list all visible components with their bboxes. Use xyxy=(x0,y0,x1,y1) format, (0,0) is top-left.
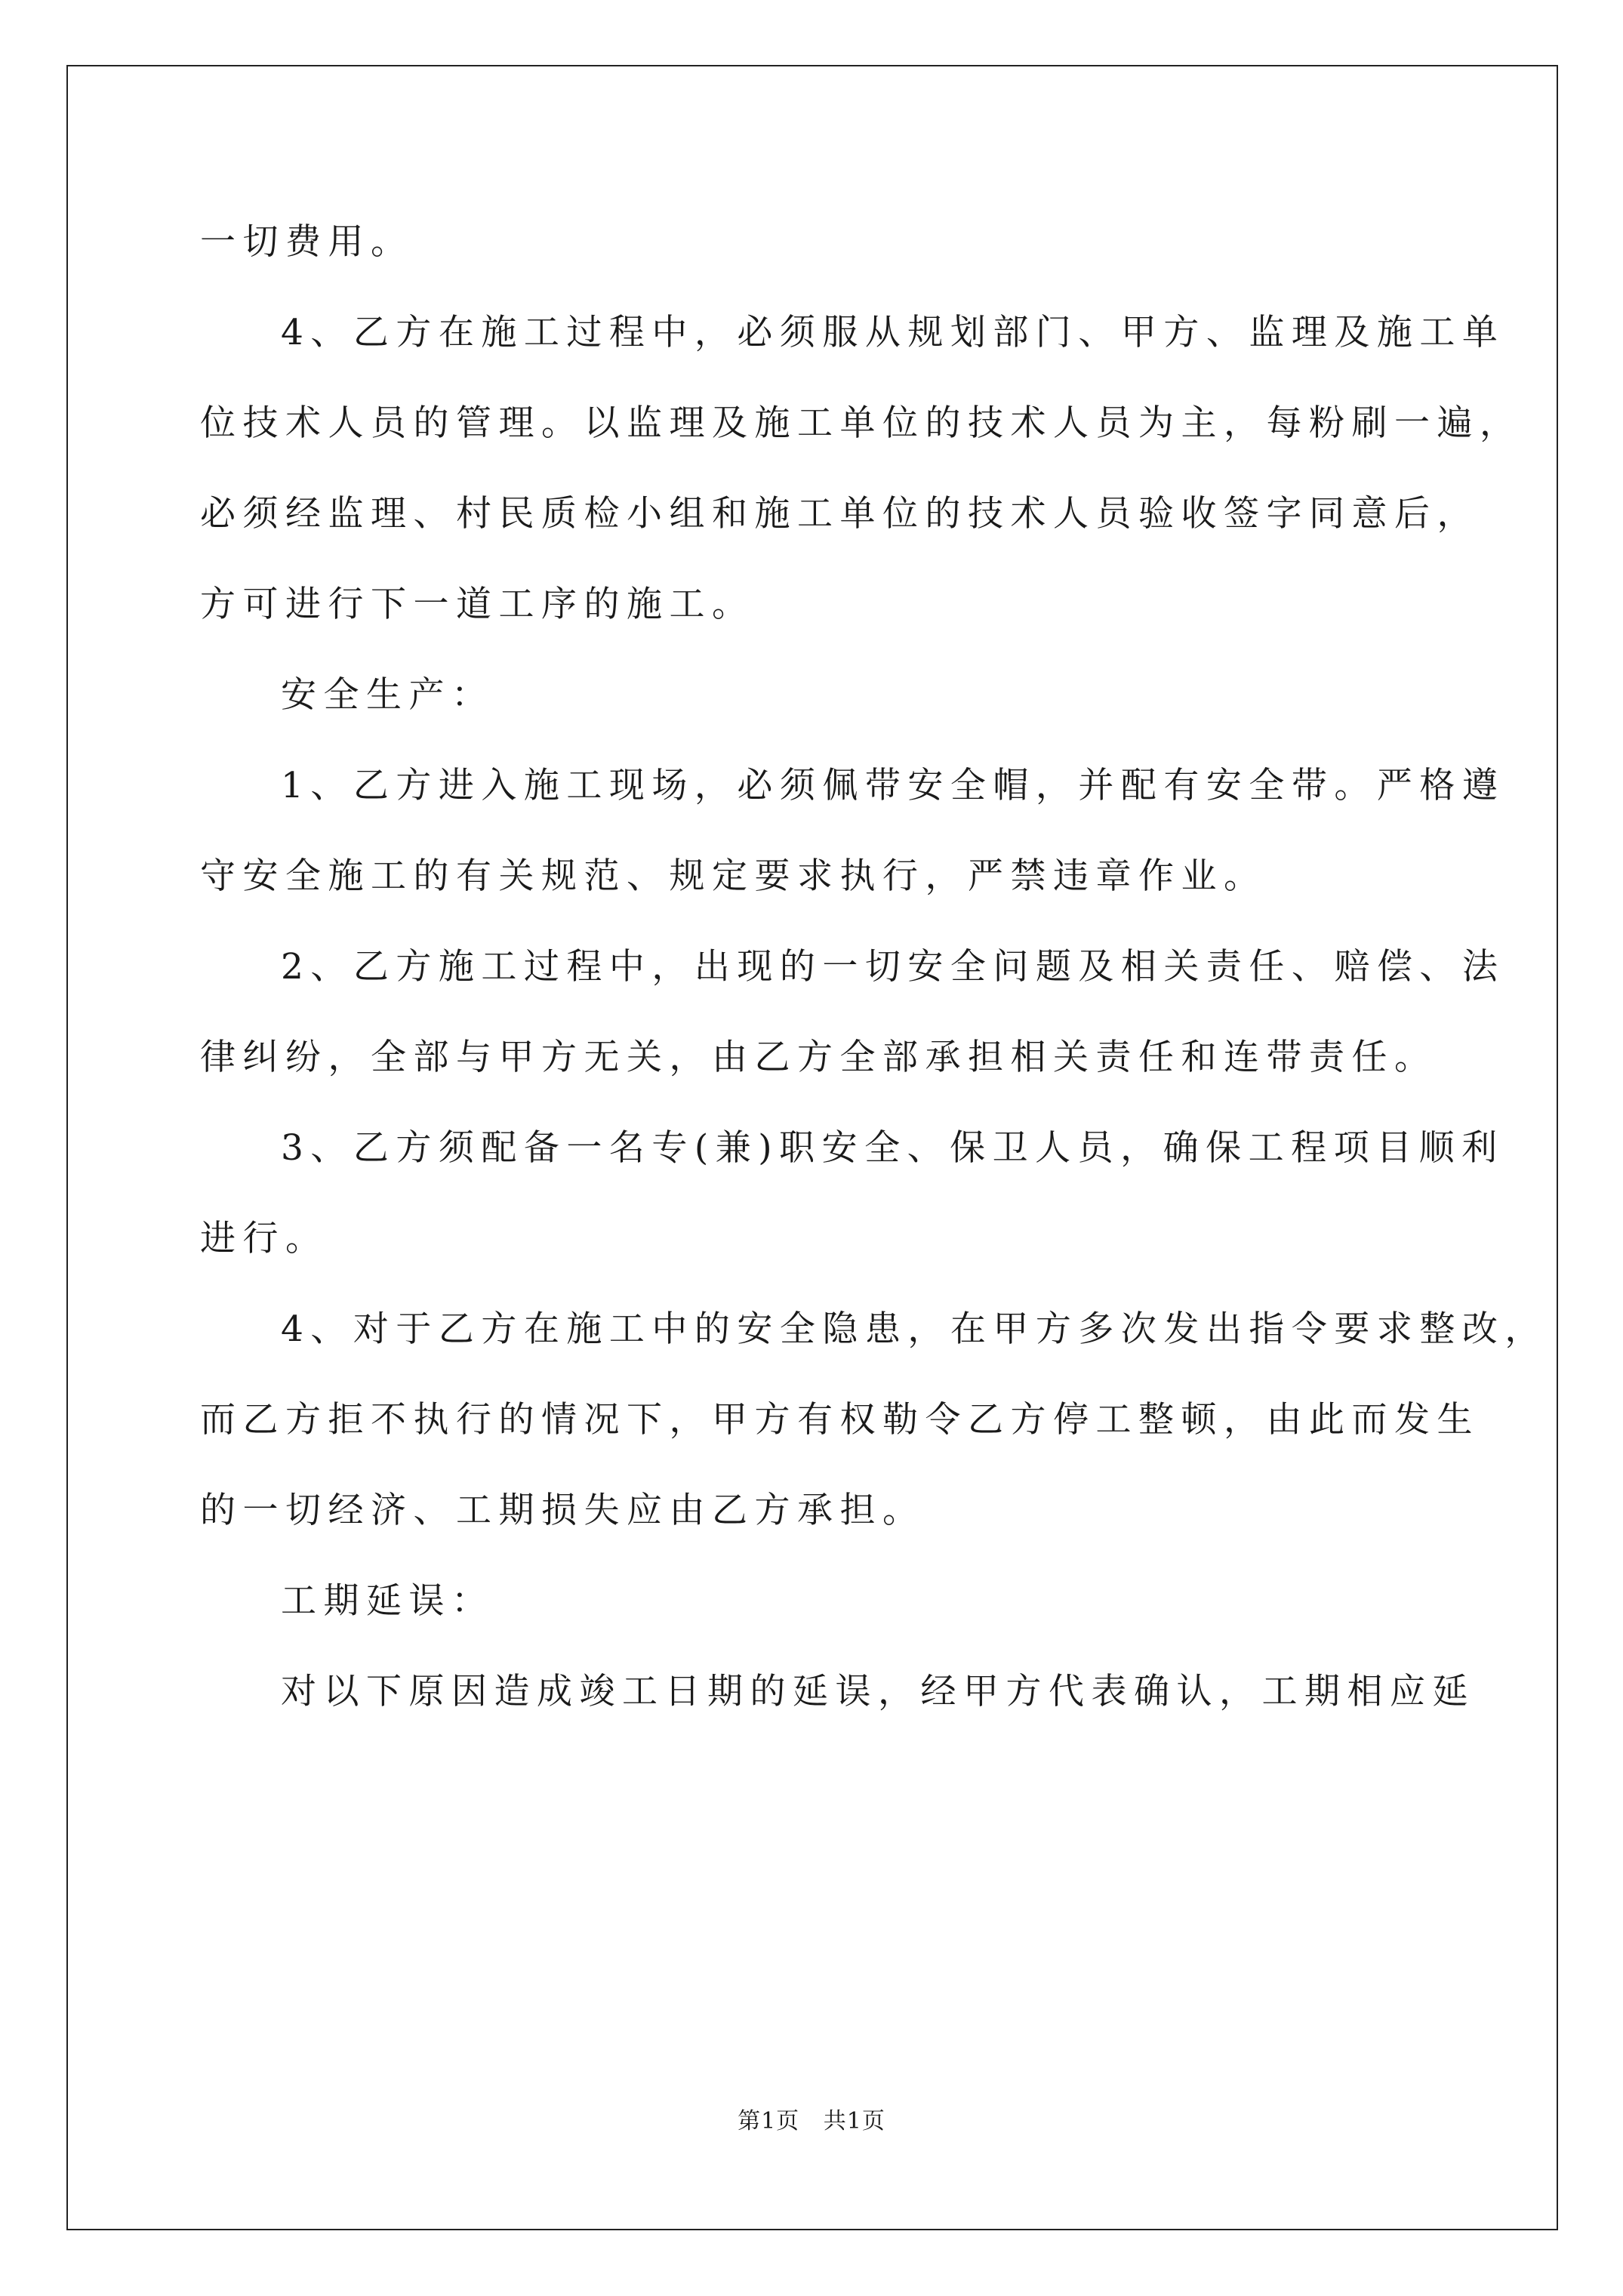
text-line-10: 律纠纷，全部与甲方无关，由乙方全部承担相关责任和连带责任。 xyxy=(200,1037,1437,1078)
text-line-3: 位技术人员的管理。以监理及施工单位的技术人员为主，每粉刷一遍， xyxy=(200,402,1523,444)
text-line-1: 一切费用。 xyxy=(200,221,414,263)
text-line-7: 1、乙方进入施工现场，必须佩带安全帽，并配有安全带。严格遵 xyxy=(281,765,1505,806)
text-line-11: 3、乙方须配备一名专(兼)职安全、保卫人员，确保工程项目顺利 xyxy=(281,1127,1504,1169)
text-line-13: 4、对于乙方在施工中的安全隐患，在甲方多次发出指令要求整改， xyxy=(281,1308,1548,1350)
text-line-17: 对以下原因造成竣工日期的延误，经甲方代表确认，工期相应延 xyxy=(281,1671,1475,1712)
text-line-12: 进行。 xyxy=(200,1218,328,1259)
text-line-9: 2、乙方施工过程中，出现的一切安全问题及相关责任、赔偿、法 xyxy=(281,946,1505,988)
text-line-5: 方可进行下一道工序的施工。 xyxy=(200,584,755,625)
text-line-4: 必须经监理、村民质检小组和施工单位的技术人员验收签字同意后， xyxy=(200,493,1480,535)
page-number: 第1页 共1页 xyxy=(738,2108,885,2134)
section-heading-safety: 安全生产： xyxy=(281,674,494,716)
section-heading-delay: 工期延误： xyxy=(281,1580,494,1622)
text-line-15: 的一切经济、工期损失应由乙方承担。 xyxy=(200,1490,925,1531)
text-line-14: 而乙方拒不执行的情况下，甲方有权勒令乙方停工整顿，由此而发生 xyxy=(200,1399,1480,1441)
text-line-8: 守安全施工的有关规范、规定要求执行，严禁违章作业。 xyxy=(200,855,1267,897)
text-line-2: 4、乙方在施工过程中，必须服从规划部门、甲方、监理及施工单 xyxy=(281,312,1505,353)
